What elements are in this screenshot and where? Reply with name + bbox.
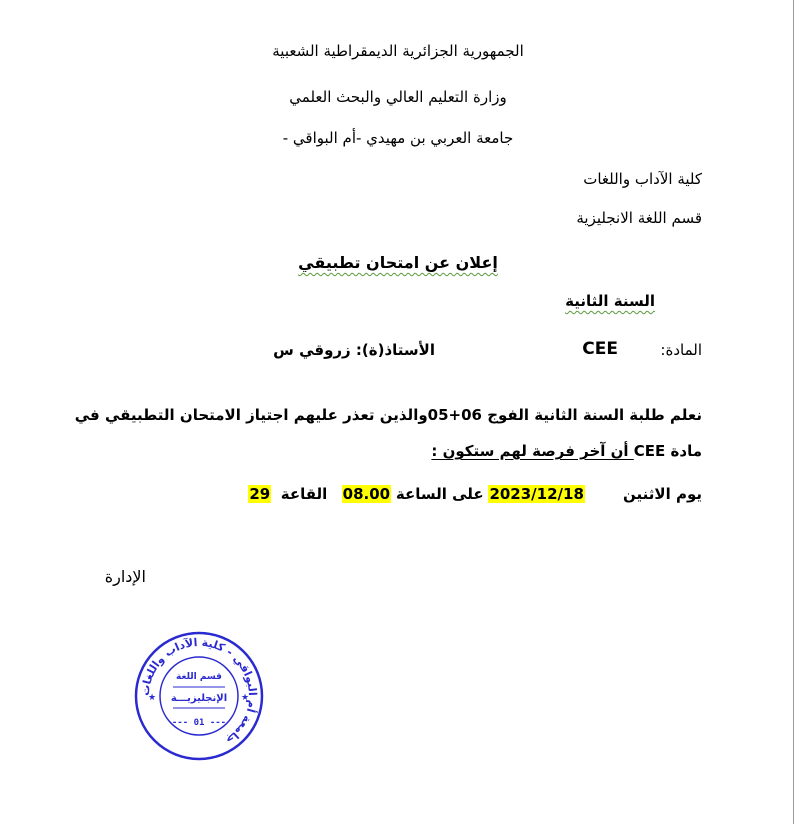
schedule-room-label: القاعة	[280, 485, 328, 503]
year-label	[565, 292, 655, 310]
svg-text:جامعة أم البواقي - كلية الآداب	[139, 636, 259, 747]
subject-label: المادة:	[660, 341, 702, 359]
stamp-outer-text: جامعة أم البواقي - كلية الآداب واللغات	[138, 635, 260, 747]
stamp-star-left-icon: ★	[148, 693, 157, 703]
faculty-name: كلية الآداب واللغات	[583, 170, 702, 188]
professor-line	[273, 341, 435, 359]
republic-header: الجمهورية الجزائرية الديمقراطية الشعبية	[272, 42, 524, 60]
ministry-header: وزارة التعليم العالي والبحث العلمي	[289, 88, 507, 106]
body-subject: CEE	[633, 442, 666, 460]
schedule-line	[248, 485, 702, 503]
professor-label: الأستاذ(ة):	[355, 341, 435, 359]
body-line-2-part-b: أن آخر فرصة لهم ستكون :	[431, 442, 634, 460]
stamp-inner-line-1: قسم اللغة	[176, 672, 222, 682]
year-text: السنة الثانية	[565, 292, 655, 310]
group-number: 05+06	[427, 406, 482, 424]
department-stamp	[133, 630, 265, 762]
announcement-title	[0, 253, 796, 272]
stamp-inner-line-2: الإنجليزيـــة	[170, 693, 228, 704]
professor-name: زروقي س	[273, 341, 351, 359]
body-line-1	[75, 406, 702, 424]
schedule-day: يوم الاثنين	[623, 485, 702, 503]
subject-value: CEE	[582, 339, 618, 359]
announcement-title-text: إعلان عن امتحان تطبيقي	[298, 253, 498, 272]
body-line-2-part-a: مادة	[665, 442, 702, 460]
schedule-time: 08.00	[342, 485, 391, 503]
stamp-star-right-icon: ★	[241, 693, 250, 703]
university-header: جامعة العربي بن مهيدي -أم البواقي -	[282, 129, 514, 147]
administration-label: الإدارة	[104, 567, 146, 586]
page-edge	[793, 0, 794, 824]
stamp-number-value: 01	[193, 718, 205, 728]
body-line-1-part-a: نعلم طلبة السنة الثانية الفوج	[482, 406, 702, 424]
body-line-2	[431, 442, 702, 460]
schedule-time-label: على الساعة	[395, 485, 484, 503]
stamp-number: --- 01 ---	[171, 718, 227, 728]
department-name: قسم اللغة الانجليزية	[576, 209, 702, 227]
schedule-room: 29	[249, 485, 271, 503]
body-line-1-part-b: والذين تعذر عليهم اجتياز الامتحان التطبيقي في	[74, 406, 428, 424]
schedule-date: 2023/12/18	[489, 485, 584, 503]
